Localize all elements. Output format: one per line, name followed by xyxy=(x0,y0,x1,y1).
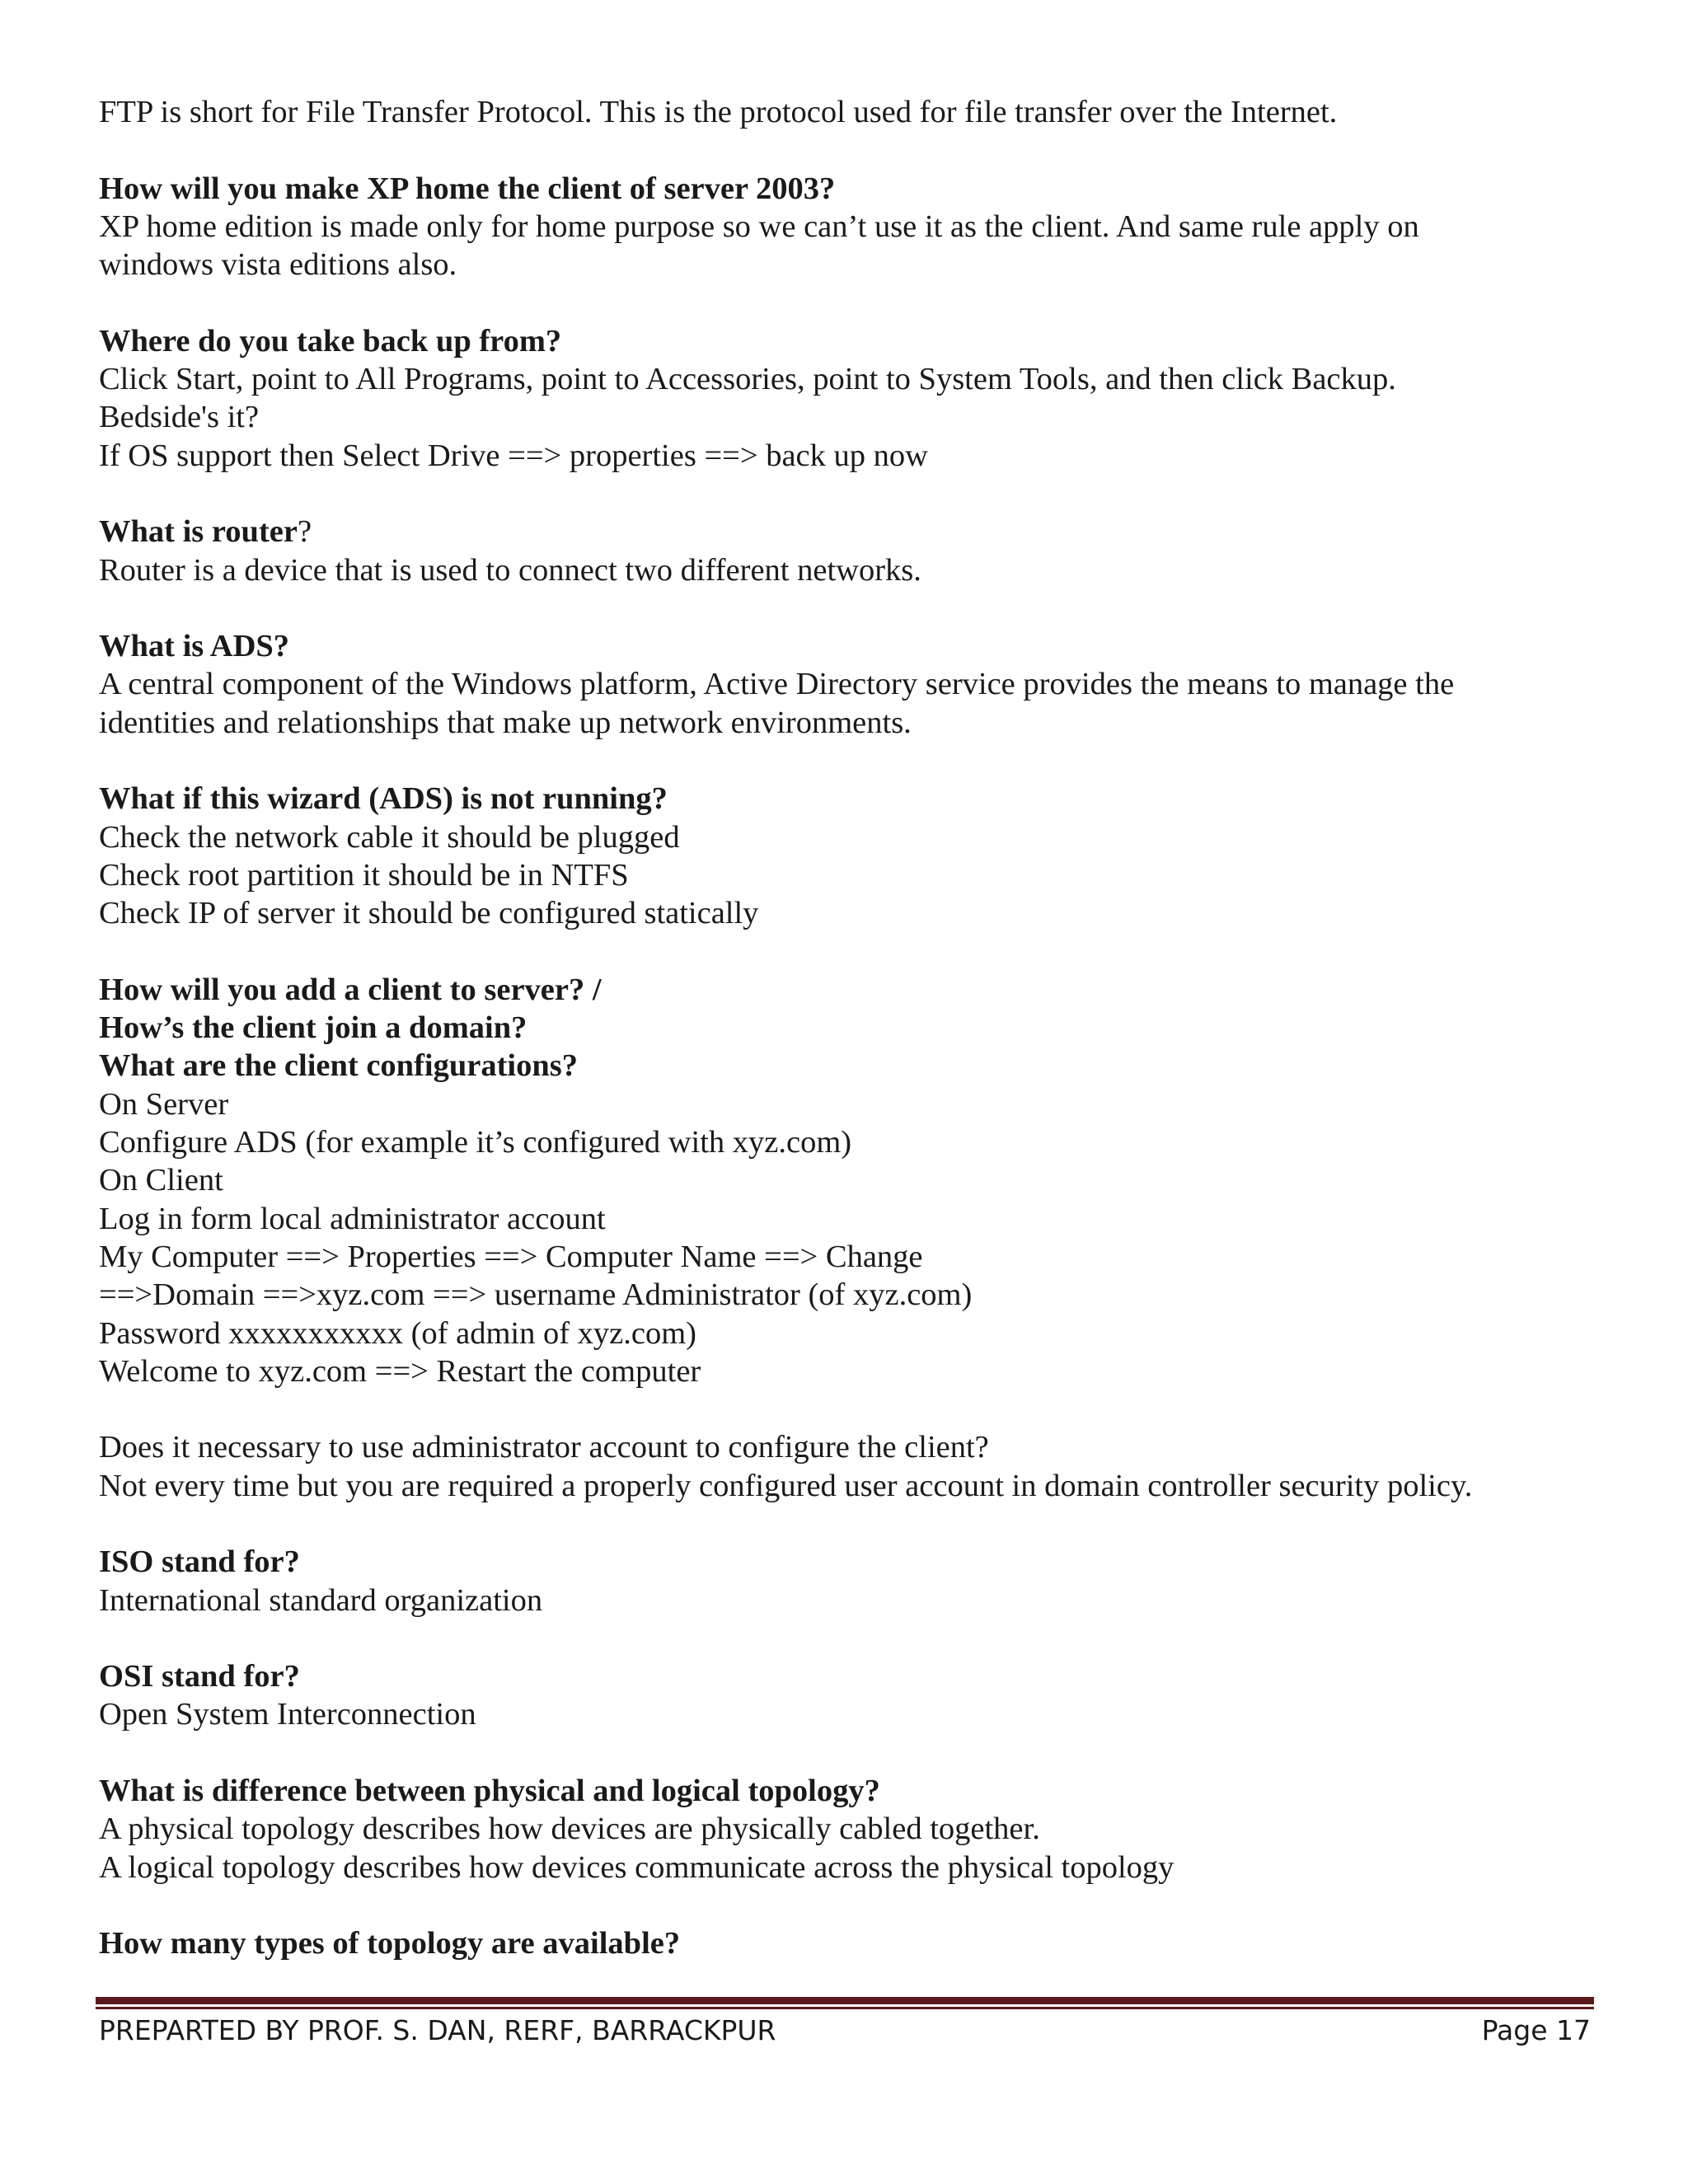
answer-line: ==>Domain ==>xyz.com ==> username Administrator (of xyz.com) xyxy=(99,1277,973,1313)
footer-author: PREPARTED BY PROF. S. DAN, RERF, BARRACKPUR xyxy=(99,2014,776,2046)
question-join-domain: How’s the client join a domain? xyxy=(99,1010,528,1046)
answer-line: Welcome to xyz.com ==> Restart the computer xyxy=(99,1353,701,1389)
answer-line: Router is a device that is used to connect two different networks. xyxy=(99,552,921,588)
answer-line: Click Start, point to All Programs, point to Accessories, point to System Tools, and then click Backup. xyxy=(99,362,1396,397)
answer-line: International standard organization xyxy=(99,1582,543,1618)
answer-line: Open System Interconnection xyxy=(99,1697,476,1732)
answer-line: XP home edition is made only for home purpose so we can’t use it as the client. And same rule apply on xyxy=(99,209,1419,244)
answer-line: Bedside's it? xyxy=(99,400,260,435)
question-router-bold: What is router xyxy=(99,514,298,550)
answer-line: On Server xyxy=(99,1086,229,1122)
answer-line: Configure ADS (for example it’s configured with xyz.com) xyxy=(99,1125,852,1160)
answer-line: Log in form local administrator account xyxy=(99,1201,606,1236)
answer-line: windows vista editions also. xyxy=(99,247,457,283)
answer-line: Password xxxxxxxxxxx (of admin of xyz.com) xyxy=(99,1315,696,1351)
question-iso: ISO stand for? xyxy=(99,1544,300,1580)
question-admin-account: Does it necessary to use administrator account to configure the client? xyxy=(99,1430,989,1465)
intro-text: FTP is short for File Transfer Protocol. This is the protocol used for file transfer over the Internet. xyxy=(99,95,1338,129)
answer-line: A physical topology describes how devices are physically cabled together. xyxy=(99,1811,1040,1847)
answer-line: identities and relationships that make up network environments. xyxy=(99,705,912,740)
footer-divider-thin xyxy=(96,2007,1594,2009)
question-topology-types: How many types of topology are available? xyxy=(99,1926,681,1961)
page-number: Page 17 xyxy=(1481,2014,1591,2046)
question-osi: OSI stand for? xyxy=(99,1659,300,1694)
question-add-client: How will you add a client to server? / xyxy=(99,972,602,1007)
question-xp-home: How will you make XP home the client of server 2003? xyxy=(99,171,836,206)
question-client-config: What are the client configurations? xyxy=(99,1048,579,1084)
answer-line: My Computer ==> Properties ==> Computer Name ==> Change xyxy=(99,1239,923,1274)
answer-line: A logical topology describes how devices communicate across the physical topology xyxy=(99,1849,1175,1885)
answer-line: A central component of the Windows platform, Active Directory service provides the means to manage the xyxy=(99,667,1455,702)
question-backup: Where do you take back up from? xyxy=(99,323,562,359)
document-body xyxy=(99,93,1607,1963)
question-topology-difference: What is difference between physical and logical topology? xyxy=(99,1774,880,1809)
answer-line: Not every time but you are required a properly configured user account in domain controller security policy. xyxy=(99,1468,1473,1503)
answer-line: On Client xyxy=(99,1163,223,1198)
footer-divider xyxy=(96,1997,1594,2004)
answer-line: Check IP of server it should be configured statically xyxy=(99,896,759,931)
answer-line: Check root partition it should be in NTFS xyxy=(99,857,629,893)
question-router xyxy=(99,513,1607,551)
question-ads: What is ADS? xyxy=(99,629,290,664)
answer-line: If OS support then Select Drive ==> properties ==> back up now xyxy=(99,438,928,473)
question-ads-not-running: What if this wizard (ADS) is not running? xyxy=(99,781,668,817)
answer-line: Check the network cable it should be plugged xyxy=(99,819,680,855)
question-router-mark: ? xyxy=(297,514,312,550)
